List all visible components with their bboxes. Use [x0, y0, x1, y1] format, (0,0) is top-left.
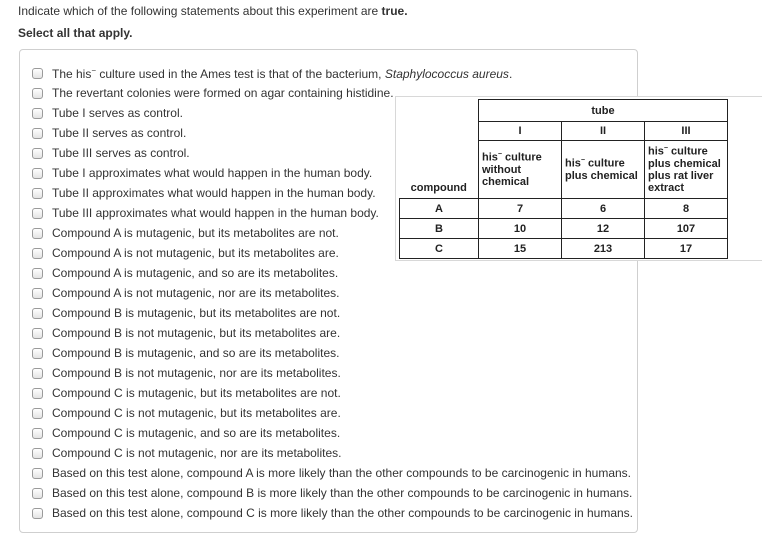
- colony-count: 7: [479, 199, 562, 219]
- checkbox[interactable]: [32, 468, 43, 479]
- option-label: Based on this test alone, compound C is more likely than the other compounds to be carcinogenic in humans.: [52, 506, 633, 520]
- tube-i-condition: his− culture without chemical: [479, 141, 562, 199]
- option-20[interactable]: [32, 464, 631, 482]
- checkbox[interactable]: [32, 348, 43, 359]
- checkbox[interactable]: [32, 108, 43, 119]
- option-label: Tube III serves as control.: [52, 146, 190, 160]
- colony-count: 12: [562, 219, 645, 239]
- option-label: Compound A is mutagenic, and so are its metabolites.: [52, 266, 339, 280]
- option-1[interactable]: [32, 84, 394, 102]
- colony-count: 10: [479, 219, 562, 239]
- colony-count: 213: [562, 239, 645, 259]
- checkbox[interactable]: [32, 228, 43, 239]
- tube-numeral: I: [479, 122, 562, 141]
- option-label: Tube I serves as control.: [52, 106, 183, 120]
- checkbox[interactable]: [32, 208, 43, 219]
- select-all-instruction: Select all that apply.: [18, 26, 133, 40]
- checkbox[interactable]: [32, 168, 43, 179]
- checkbox[interactable]: [32, 508, 43, 519]
- colony-count: 15: [479, 239, 562, 259]
- option-9[interactable]: [32, 244, 339, 262]
- option-label: Compound A is not mutagenic, nor are its metabolites.: [52, 286, 340, 300]
- option-3[interactable]: [32, 124, 186, 142]
- option-16[interactable]: [32, 384, 341, 402]
- checkbox[interactable]: [32, 408, 43, 419]
- option-label: Compound B is mutagenic, and so are its metabolites.: [52, 346, 340, 360]
- option-2[interactable]: [32, 104, 183, 122]
- option-label: Compound C is not mutagenic, nor are its metabolites.: [52, 446, 342, 460]
- option-5[interactable]: [32, 164, 372, 182]
- option-17[interactable]: [32, 404, 341, 422]
- ames-test-table-box: [395, 96, 762, 261]
- option-label: Tube I approximates what would happen in the human body.: [52, 166, 373, 180]
- option-14[interactable]: [32, 344, 339, 362]
- option-label: The his− culture used in the Ames test is that of the bacterium, Staphylococcus aureus.: [52, 65, 513, 81]
- checkbox[interactable]: [32, 88, 43, 99]
- ames-test-table: [399, 99, 728, 259]
- checkbox[interactable]: [32, 448, 43, 459]
- question-prompt: [18, 4, 408, 18]
- checkbox[interactable]: [32, 308, 43, 319]
- option-22[interactable]: [32, 504, 633, 522]
- tube-ii-condition: his− culture plus chemical: [562, 141, 645, 199]
- colony-count: 6: [562, 199, 645, 219]
- colony-count: 107: [645, 219, 728, 239]
- option-12[interactable]: [32, 304, 340, 322]
- colony-count: 8: [645, 199, 728, 219]
- option-label: Compound B is not mutagenic, but its metabolites are.: [52, 326, 341, 340]
- compound-label: B: [400, 219, 479, 239]
- compound-header: compound: [410, 182, 467, 194]
- option-label: Compound C is mutagenic, but its metabolites are not.: [52, 386, 341, 400]
- prompt-true-emphasis: true.: [381, 4, 408, 18]
- checkbox[interactable]: [32, 188, 43, 199]
- option-label: Compound A is mutagenic, but its metabolites are not.: [52, 226, 339, 240]
- checkbox[interactable]: [32, 128, 43, 139]
- option-label: Compound C is not mutagenic, but its metabolites are.: [52, 406, 341, 420]
- option-19[interactable]: [32, 444, 341, 462]
- option-7[interactable]: [32, 204, 379, 222]
- checkbox[interactable]: [32, 148, 43, 159]
- option-label: Based on this test alone, compound B is more likely than the other compounds to be carcinogenic in humans.: [52, 486, 633, 500]
- colony-count: 17: [645, 239, 728, 259]
- option-13[interactable]: [32, 324, 340, 342]
- tube-numeral: III: [645, 122, 728, 141]
- checkbox[interactable]: [32, 268, 43, 279]
- option-0[interactable]: [32, 64, 512, 82]
- option-6[interactable]: [32, 184, 376, 202]
- prompt-text: Indicate which of the following statements about this experiment are: [18, 4, 382, 18]
- option-label: Compound C is mutagenic, and so are its metabolites.: [52, 426, 341, 440]
- checkbox[interactable]: [32, 488, 43, 499]
- option-label: Based on this test alone, compound A is more likely than the other compounds to be carcinogenic in humans.: [52, 466, 632, 480]
- option-8[interactable]: [32, 224, 339, 242]
- option-label: Tube II approximates what would happen in the human body.: [52, 186, 376, 200]
- tube-header: tube: [479, 100, 728, 122]
- checkbox[interactable]: [32, 328, 43, 339]
- option-18[interactable]: [32, 424, 340, 442]
- tube-iii-condition: his− culture plus chemical plus rat liver extract: [645, 141, 728, 199]
- compound-label: A: [400, 199, 479, 219]
- option-10[interactable]: [32, 264, 338, 282]
- option-label: Tube II serves as control.: [52, 126, 187, 140]
- option-label: Compound B is not mutagenic, nor are its metabolites.: [52, 366, 341, 380]
- option-label: The revertant colonies were formed on agar containing histidine.: [52, 86, 394, 100]
- compound-label: C: [400, 239, 479, 259]
- tube-numeral: II: [562, 122, 645, 141]
- checkbox[interactable]: [32, 288, 43, 299]
- checkbox[interactable]: [32, 68, 43, 79]
- option-label: Compound A is not mutagenic, but its metabolites are.: [52, 246, 339, 260]
- option-15[interactable]: [32, 364, 341, 382]
- option-label: Compound B is mutagenic, but its metabolites are not.: [52, 306, 341, 320]
- option-21[interactable]: [32, 484, 632, 502]
- option-label: Tube III approximates what would happen in the human body.: [52, 206, 379, 220]
- option-11[interactable]: [32, 284, 340, 302]
- checkbox[interactable]: [32, 368, 43, 379]
- option-4[interactable]: [32, 144, 190, 162]
- checkbox[interactable]: [32, 388, 43, 399]
- checkbox[interactable]: [32, 428, 43, 439]
- checkbox[interactable]: [32, 248, 43, 259]
